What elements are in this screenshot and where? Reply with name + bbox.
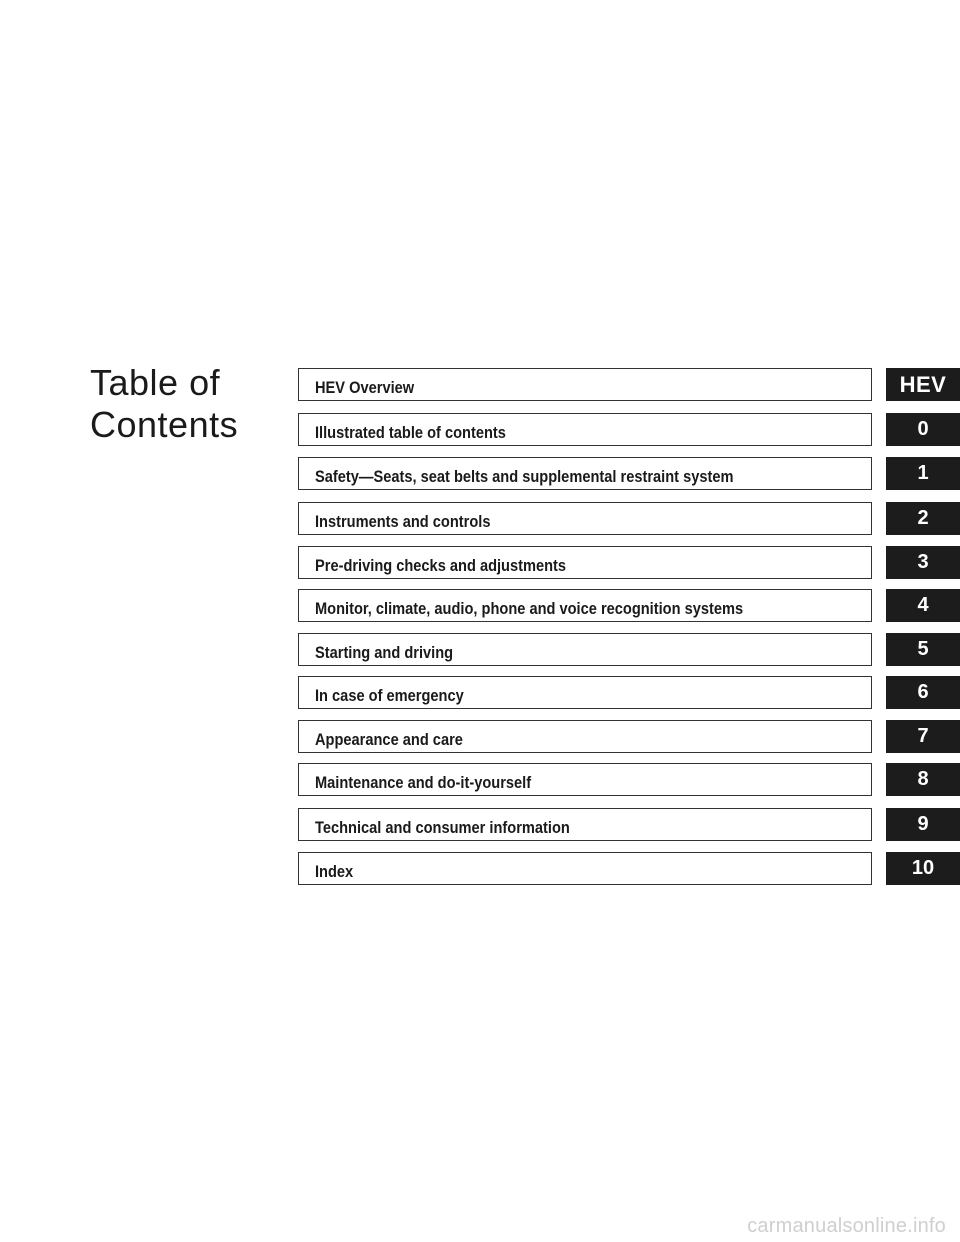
toc-entry-hev: [298, 368, 960, 401]
toc-entry-0-box[interactable]: [298, 413, 872, 446]
toc-entry-9-box[interactable]: [298, 808, 872, 841]
toc-entry-4-box[interactable]: [298, 589, 872, 622]
toc-entry-8-label: Maintenance and do-it-yourself: [315, 773, 532, 792]
toc-entry-8: [298, 763, 960, 796]
toc-tab-2[interactable]: 2: [886, 502, 960, 535]
toc-entry-8-box[interactable]: [298, 763, 872, 796]
toc-tab-4[interactable]: 4: [886, 589, 960, 622]
toc-entry-hev-label: HEV Overview: [315, 378, 415, 397]
toc-entry-0: [298, 413, 960, 446]
page-title-line-2: Contents: [90, 404, 239, 445]
page-title-line-1: Table of: [90, 362, 221, 403]
watermark-text: carmanualsonline.info: [747, 1215, 946, 1237]
toc-entry-7: [298, 720, 960, 753]
page-title: [90, 362, 290, 446]
toc-entry-3: [298, 546, 960, 579]
toc-entry-4-label: Monitor, climate, audio, phone and voice recognition systems: [315, 599, 744, 618]
toc-tab-10[interactable]: 10: [886, 852, 960, 885]
toc-entry-2: [298, 502, 960, 535]
toc-entry-3-box[interactable]: [298, 546, 872, 579]
toc-entry-2-label: Instruments and controls: [315, 512, 491, 531]
toc-entry-10: [298, 852, 960, 885]
toc-entry-7-label: Appearance and care: [315, 730, 463, 749]
toc-entry-9-label: Technical and consumer information: [315, 818, 570, 837]
toc-entry-1: [298, 457, 960, 490]
toc-tab-7[interactable]: 7: [886, 720, 960, 753]
toc-entry-hev-box[interactable]: [298, 368, 872, 401]
toc-entry-5-label: Starting and driving: [315, 643, 454, 662]
toc-entry-7-box[interactable]: [298, 720, 872, 753]
toc-tab-8[interactable]: 8: [886, 763, 960, 796]
toc-entry-9: [298, 808, 960, 841]
toc-entry-6-label: In case of emergency: [315, 686, 464, 705]
toc-tab-3[interactable]: 3: [886, 546, 960, 579]
toc-entry-5-box[interactable]: [298, 633, 872, 666]
toc-entry-10-label: Index: [315, 862, 354, 881]
toc-tab-5[interactable]: 5: [886, 633, 960, 666]
toc-entry-10-box[interactable]: [298, 852, 872, 885]
toc-tab-9[interactable]: 9: [886, 808, 960, 841]
toc-entry-6-box[interactable]: [298, 676, 872, 709]
toc-entry-0-label: Illustrated table of contents: [315, 423, 506, 442]
toc-entry-1-box[interactable]: [298, 457, 872, 490]
toc-tab-0[interactable]: 0: [886, 413, 960, 446]
toc-entry-2-box[interactable]: [298, 502, 872, 535]
toc-entry-1-label: Safety—Seats, seat belts and supplemental restraint system: [315, 467, 734, 486]
toc-entry-3-label: Pre-driving checks and adjustments: [315, 556, 567, 575]
toc-entry-6: [298, 676, 960, 709]
toc-tab-1[interactable]: 1: [886, 457, 960, 490]
toc-tab-6[interactable]: 6: [886, 676, 960, 709]
toc-entry-4: [298, 589, 960, 622]
toc-entry-5: [298, 633, 960, 666]
toc-tab-hev[interactable]: HEV: [886, 368, 960, 401]
